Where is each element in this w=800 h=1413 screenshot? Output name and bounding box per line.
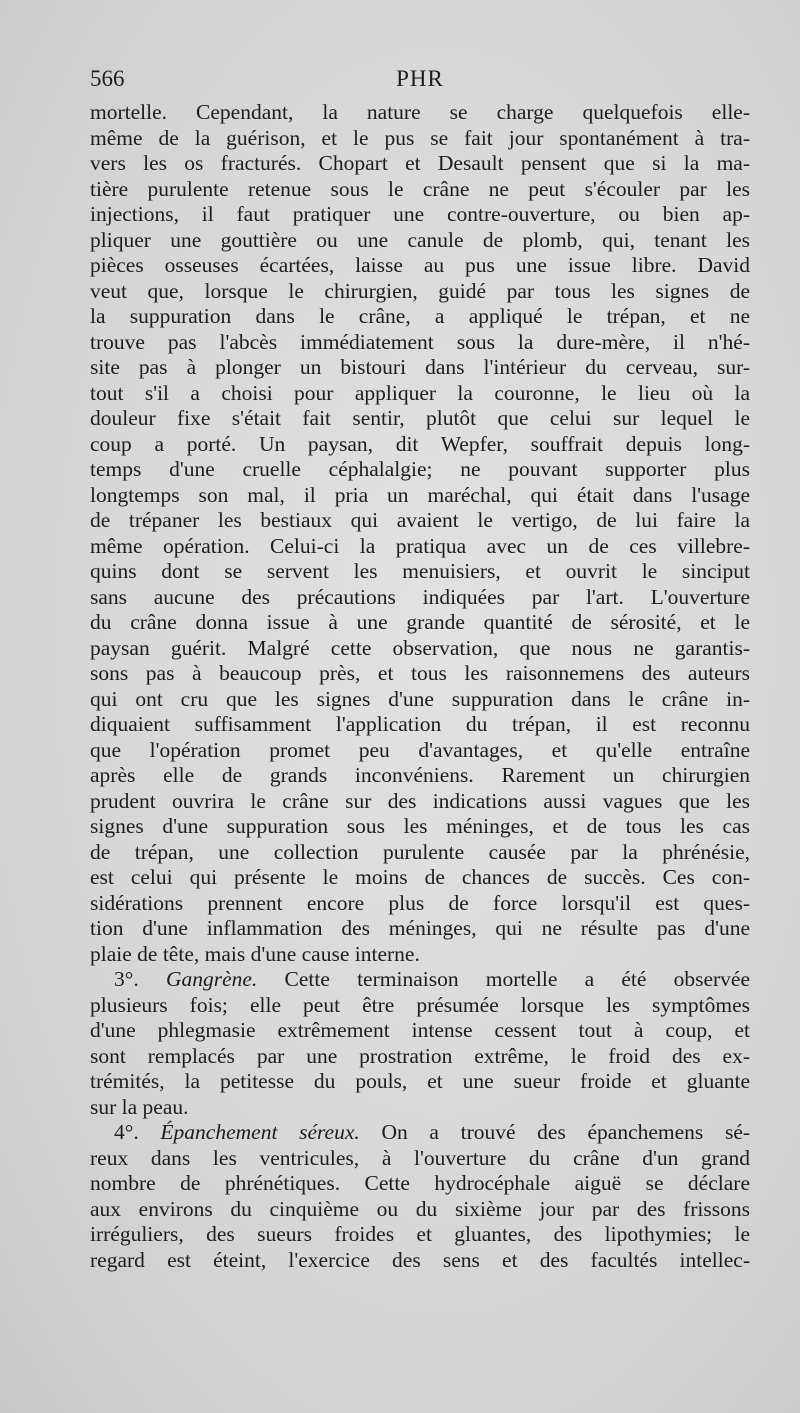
- text-line: même de la guérison, et le pus se fait jour spontanément à tra-: [90, 125, 750, 150]
- section-number: 4°.: [114, 1120, 139, 1144]
- text-line: veut que, lorsque le chirurgien, guidé par tous les signes de: [90, 278, 750, 303]
- text-line: pliquer une gouttière ou une canule de plomb, qui, tenant les: [90, 227, 750, 252]
- page-number: 566: [90, 66, 125, 91]
- text-line: aux environs du cinquième ou du sixième jour par des frissons: [90, 1196, 750, 1221]
- text-line: diquaient suffisamment l'application du trépan, il est reconnu: [90, 712, 750, 736]
- text-line: prudent ouvrira le crâne sur des indications aussi vagues que les: [90, 788, 750, 813]
- text-line: vers les os fracturés. Chopart et Desault pensent que si la ma-: [90, 151, 750, 175]
- section-gangrene: [90, 967, 750, 1120]
- text-line: tière purulente retenue sous le crâne ne peut s'écouler par les: [90, 176, 750, 201]
- page-header: [90, 66, 750, 100]
- text-line: douleur fixe s'était fait sentir, plutôt que celui sur lequel le: [90, 406, 750, 430]
- text-line: est celui qui présente le moins de chances de succès. Ces con-: [90, 865, 750, 889]
- paragraph-continuation: [90, 100, 750, 967]
- text-line: plusieurs fois; elle peut être présumée lorsque les symptômes: [90, 992, 750, 1017]
- text-line: tout s'il a choisi pour appliquer la couronne, le lieu où la: [90, 380, 750, 405]
- text-line: site pas à plonger un bistouri dans l'intérieur du cerveau, sur-: [90, 355, 750, 379]
- section-title: Gangrène.: [165, 967, 258, 991]
- text-line: que l'opération promet peu d'avantages, et qu'elle entraîne: [90, 737, 750, 762]
- text-line: tion d'une inflammation des méninges, qui ne résulte pas d'une: [90, 916, 750, 940]
- section-first-line: [90, 967, 750, 993]
- section-title: Épanchement séreux.: [160, 1120, 360, 1144]
- section-epanchement: [90, 1120, 750, 1273]
- text-line: du crâne donna issue à une grande quantité de sérosité, et le: [90, 610, 750, 634]
- text-line: sidérations prennent encore plus de force lorsqu'il est ques-: [90, 890, 750, 915]
- text-line: signes d'une suppuration sous les méninges, et de tous les cas: [90, 814, 750, 838]
- text-line: sons pas à beaucoup près, et tous les raisonnemens des auteurs: [90, 661, 750, 685]
- text-line: après elle de grands inconvéniens. Rarement un chirurgien: [90, 763, 750, 787]
- text-line: plaie de tête, mais d'une cause interne.: [90, 941, 420, 966]
- text-line: regard est éteint, l'exercice des sens et des facultés intellec-: [90, 1247, 750, 1272]
- text-line: de trépan, une collection purulente causée par la phrénésie,: [90, 839, 750, 864]
- section-number: 3°.: [114, 967, 139, 991]
- text-line: même opération. Celui-ci la pratiqua avec un de ces villebre-: [90, 533, 750, 558]
- text-line: irréguliers, des sueurs froides et gluantes, des lipothymies; le: [90, 1222, 750, 1246]
- section-text: Cette terminaison mortelle a été observée: [284, 967, 751, 991]
- text-line: la suppuration dans le crâne, a appliqué le trépan, et ne: [90, 304, 750, 328]
- section-text: On a trouvé des épanchemens sé-: [381, 1120, 751, 1144]
- text-line: sont remplacés par une prostration extrême, le froid des ex-: [90, 1043, 750, 1068]
- body-text: [90, 100, 750, 1273]
- text-line: qui ont cru que les signes d'une suppuration dans le crâne in-: [90, 686, 750, 711]
- text-line: d'une phlegmasie extrêmement intense cessent tout à coup, et: [90, 1018, 750, 1042]
- running-head: PHR: [396, 66, 444, 91]
- text-line: quins dont se servent les menuisiers, et ouvrit le sinciput: [90, 559, 750, 583]
- text-line: paysan guérit. Malgré cette observation, que nous ne garantis-: [90, 635, 750, 660]
- text-line: sur la peau.: [90, 1094, 189, 1119]
- text-line: temps d'une cruelle céphalalgie; ne pouvant supporter plus: [90, 457, 750, 481]
- text-line: pièces osseuses écartées, laisse au pus une issue libre. David: [90, 253, 750, 277]
- text-line: de trépaner les bestiaux qui avaient le vertigo, de lui faire la: [90, 508, 750, 532]
- text-line: trouve pas l'abcès immédiatement sous la dure-mère, il n'hé-: [90, 329, 750, 354]
- text-line: reux dans les ventricules, à l'ouverture du crâne d'un grand: [90, 1145, 750, 1170]
- text-line: coup a porté. Un paysan, dit Wepfer, souffrait depuis long-: [90, 431, 750, 456]
- text-line: nombre de phrénétiques. Cette hydrocéphale aiguë se déclare: [90, 1171, 750, 1195]
- text-line: sans aucune des précautions indiquées par l'art. L'ouverture: [90, 584, 750, 609]
- text-line: mortelle. Cependant, la nature se charge quelquefois elle-: [90, 100, 750, 124]
- text-line: trémités, la petitesse du pouls, et une sueur froide et gluante: [90, 1069, 750, 1093]
- text-line: longtemps son mal, il pria un maréchal, qui était dans l'usage: [90, 482, 750, 507]
- section-first-line: [90, 1120, 750, 1146]
- text-line: injections, il faut pratiquer une contre-ouverture, ou bien ap-: [90, 202, 750, 226]
